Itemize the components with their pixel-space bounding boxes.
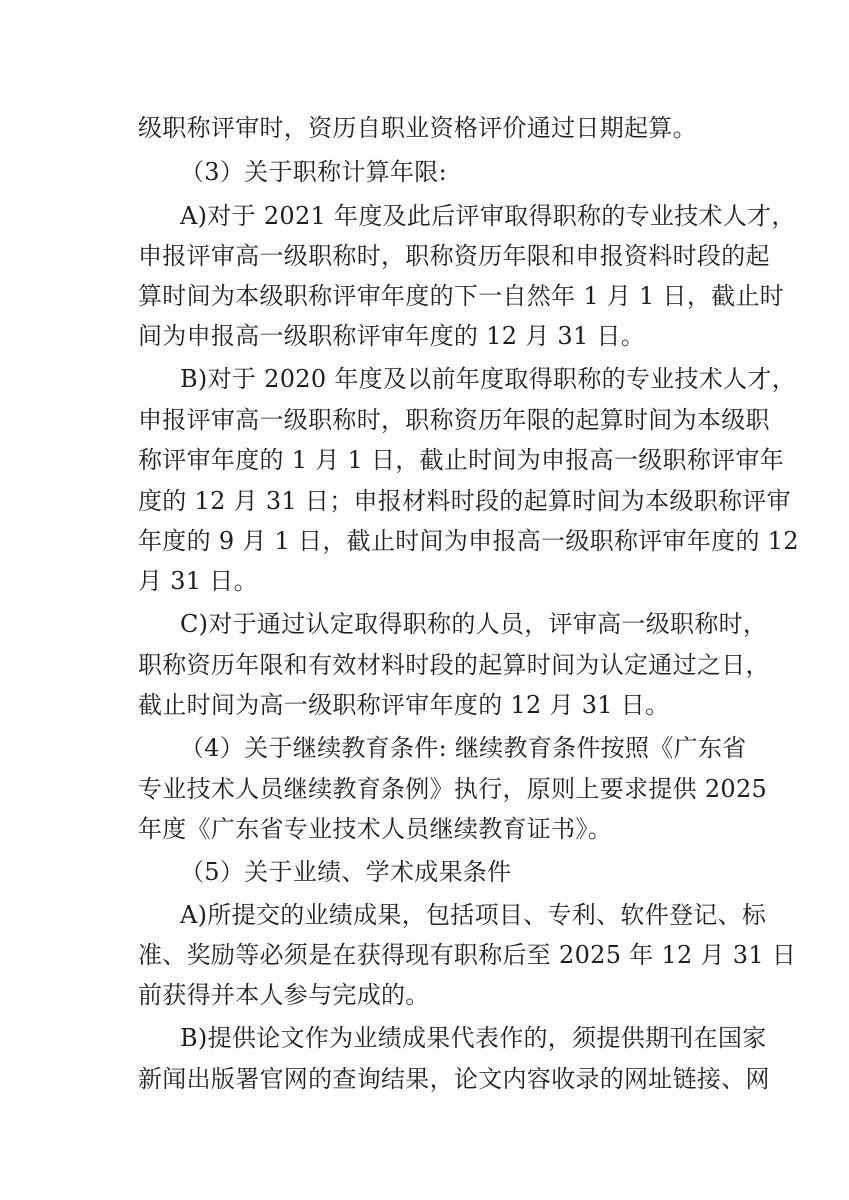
paragraph-line: 截止时间为高一级职称评审年度的 12 月 31 日。 bbox=[138, 691, 670, 719]
paragraph-line: A)所提交的业绩成果，包括项目、专利、软件登记、标 bbox=[180, 901, 767, 929]
section-heading-4: （4）关于继续教育条件: 继续教育条件按照《广东省 bbox=[180, 734, 747, 762]
paragraph-line: 间为申报高一级职称评审年度的 12 月 31 日。 bbox=[138, 322, 646, 350]
paragraph-line: 算时间为本级职称评审年度的下一自然年 1 月 1 日，截止时 bbox=[138, 282, 785, 310]
paragraph-line: B)提供论文作为业绩成果代表作的，须提供期刊在国家 bbox=[180, 1024, 767, 1052]
paragraph-line: 职称资历年限和有效材料时段的起算时间为认定通过之日， bbox=[138, 651, 770, 679]
section-heading-5: （5）关于业绩、学术成果条件 bbox=[180, 858, 512, 886]
paragraph-line: C)对于通过认定取得职称的人员，评审高一级职称时， bbox=[180, 610, 768, 638]
paragraph-line: B)对于 2020 年度及以前年度取得职称的专业技术人才， bbox=[180, 365, 797, 393]
paragraph-line: 前获得并本人参与完成的。 bbox=[138, 981, 430, 1009]
paragraph-line: A)对于 2021 年度及此后评审取得职称的专业技术人才， bbox=[180, 202, 796, 230]
paragraph-line: 专业技术人员继续教育条例》执行，原则上要求提供 2025 bbox=[138, 775, 768, 803]
paragraph-line: 级职称评审时，资历自职业资格评价通过日期起算。 bbox=[138, 114, 697, 142]
paragraph-line: 月 31 日。 bbox=[138, 567, 258, 595]
paragraph-line: 年度的 9 月 1 日，截止时间为申报高一级职称评审年度的 12 bbox=[138, 527, 799, 555]
paragraph-line: 年度《广东省专业技术人员继续教育证书》。 bbox=[138, 815, 612, 843]
paragraph-line: 称评审年度的 1 月 1 日，截止时间为申报高一级职称评审年 bbox=[138, 446, 785, 474]
paragraph-line: 申报评审高一级职称时，职称资历年限和申报资料时段的起 bbox=[138, 242, 770, 270]
section-heading-3: （3）关于职称计算年限: bbox=[180, 158, 447, 186]
paragraph-line: 准、奖励等必须是在获得现有职称后至 2025 年 12 月 31 日 bbox=[138, 941, 797, 969]
paragraph-line: 度的 12 月 31 日；申报材料时段的起算时间为本级职称评审 bbox=[138, 487, 791, 515]
paragraph-line: 新闻出版署官网的查询结果，论文内容收录的网址链接、网 bbox=[138, 1065, 770, 1093]
paragraph-line: 申报评审高一级职称时，职称资历年限的起算时间为本级职 bbox=[138, 406, 770, 434]
